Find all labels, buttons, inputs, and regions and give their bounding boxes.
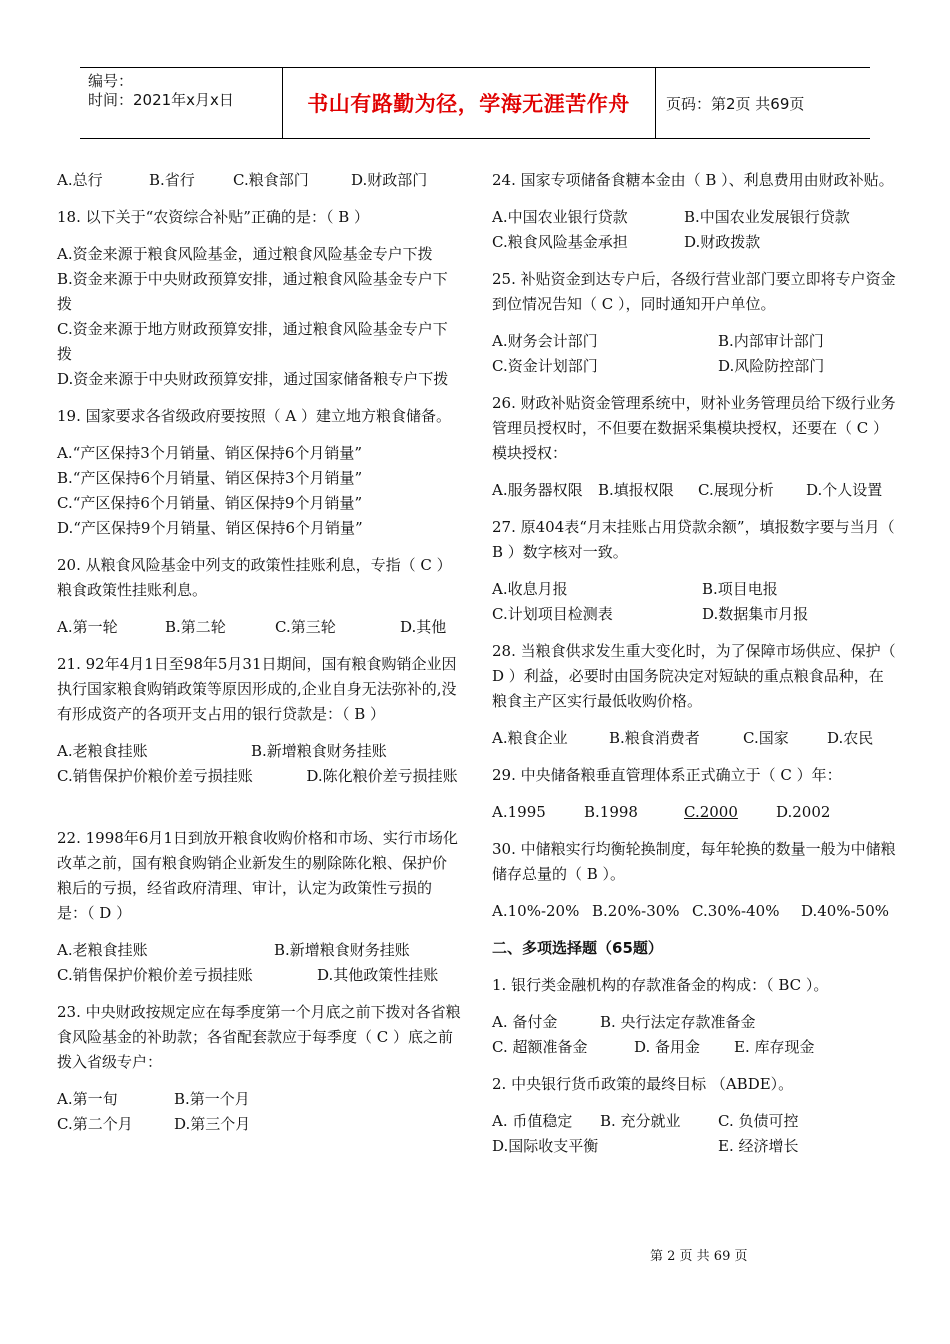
header-meta-cell (80, 68, 283, 138)
option: D.第三个月 (174, 1115, 251, 1133)
question-18: 18. 以下关于“农资综合补贴”正确的是：（ B ） (57, 208, 370, 226)
option: C.30%-40% (692, 902, 780, 920)
option: D.风险防控部门 (718, 357, 825, 375)
q19-options (57, 441, 461, 541)
question-26: 26. 财政补贴资金管理系统中，财补业务管理员给下级行业务管理员授权时，不但要在数据采集模块授权，还要在（ C ）模块授权： (492, 394, 896, 462)
q27-options (492, 577, 898, 627)
option: C.销售保护价粮价差亏损挂账 (57, 767, 253, 785)
option: B.第二轮 (165, 618, 226, 636)
option: B.资金来源于中央财政预算安排，通过粮食风险基金专户下拨 (57, 270, 448, 313)
option: D.其他政策性挂账 (317, 966, 439, 984)
option: A.老粮食挂账 (57, 742, 148, 760)
option: C.第三轮 (275, 618, 336, 636)
option: B.省行 (149, 171, 195, 189)
option: C.粮食风险基金承担 (492, 233, 628, 251)
option: A.粮食企业 (492, 729, 568, 747)
option: A. 备付金 (492, 1013, 558, 1031)
option: A.第一旬 (57, 1090, 118, 1108)
option: D.“产区保持9个月销量、销区保持6个月销量” (57, 519, 363, 537)
q22-options (57, 938, 461, 988)
option: D.2002 (776, 803, 831, 821)
option: B.项目电报 (702, 580, 778, 598)
document-number-label: 编号： (88, 72, 134, 90)
option: A.“产区保持3个月销量、销区保持6个月销量” (57, 444, 363, 462)
question-21: 21. 92年4月1日至98年5月31日期间，国有粮食购销企业因执行国家粮食购销政策等原因形成的,企业自身无法弥补的,没有形成资产的各项开支占用的银行贷款是：（ B ） (57, 655, 457, 723)
option: B.新增粮食财务挂账 (274, 941, 410, 959)
option: A.中国农业银行贷款 (492, 208, 628, 226)
q30-options (492, 899, 898, 924)
option-selected: C.2000 (684, 803, 738, 821)
option: E. 经济增长 (718, 1137, 799, 1155)
option: A. 币值稳定 (492, 1112, 573, 1130)
option: A.第一轮 (57, 618, 118, 636)
q21-options (57, 739, 461, 814)
q25-options (492, 329, 898, 379)
question-28: 28. 当粮食供求发生重大变化时，为了保障市场供应、保护（ D ）利益，必要时由国务院决定对短缺的重点粮食品种，在粮食主产区实行最低收购价格。 (492, 642, 896, 710)
option: C. 超额准备金 (492, 1038, 588, 1056)
option: B.粮食消费者 (609, 729, 700, 747)
option: D. 备用金 (634, 1038, 701, 1056)
option: A.总行 (57, 171, 103, 189)
q24-options (492, 205, 898, 255)
option: B.填报权限 (598, 481, 674, 499)
q28-options (492, 726, 898, 751)
header-motto-cell (282, 68, 656, 138)
option: C.资金来源于地方财政预算安排，通过粮食风险基金专户下拨 (57, 320, 448, 363)
page-header (80, 67, 870, 139)
section-heading: 二、多项选择题（65题） (492, 939, 663, 957)
q29-options (492, 800, 898, 825)
option: A.收息月报 (492, 580, 568, 598)
option: C.展现分析 (698, 481, 774, 499)
option: B. 充分就业 (600, 1112, 681, 1130)
q23-options (57, 1087, 461, 1137)
option: A.财务会计部门 (492, 332, 598, 350)
option: D.数据集市月报 (702, 605, 809, 623)
q26-options (492, 478, 898, 503)
q17-options (57, 168, 461, 193)
option: C.销售保护价粮价差亏损挂账 (57, 966, 253, 984)
header-page-cell (656, 68, 870, 138)
q18-options (57, 242, 461, 392)
question-20: 20. 从粮食风险基金中列支的政策性挂账利息，专指（ C ）粮食政策性挂账利息。 (57, 556, 452, 599)
option: B.中国农业发展银行贷款 (684, 208, 850, 226)
option: B.20%-30% (592, 902, 680, 920)
question-19: 19. 国家要求各省级政府要按照（ A ）建立地方粮食储备。 (57, 407, 451, 425)
option: C. 负债可控 (718, 1112, 799, 1130)
q20-options (57, 615, 461, 640)
question-29: 29. 中央储备粮垂直管理体系正式确立于（ C ）年： (492, 766, 842, 784)
question-27: 27. 原404表“月末挂账占用贷款余额”，填报数字要与当月（ B ）数字核对一致。 (492, 518, 895, 561)
option: C.国家 (743, 729, 789, 747)
option: B.内部审计部门 (718, 332, 824, 350)
option: D.财政拨款 (684, 233, 761, 251)
option: A.资金来源于粮食风险基金，通过粮食风险基金专户下拨 (57, 245, 433, 263)
option: B.新增粮食财务挂账 (251, 742, 387, 760)
option: A.服务器权限 (492, 481, 583, 499)
option: D.农民 (827, 729, 874, 747)
option: D.财政部门 (351, 171, 428, 189)
option: C.“产区保持6个月销量、销区保持9个月销量” (57, 494, 363, 512)
m2-options (492, 1109, 898, 1159)
option: D.个人设置 (806, 481, 883, 499)
page-footer: 第 2 页 共 69 页 (650, 1249, 748, 1264)
option: B.1998 (584, 803, 638, 821)
question-30: 30. 中储粮实行均衡轮换制度，每年轮换的数量一般为中储粮储存总量的（ B ）。 (492, 840, 896, 883)
document-date-label: 时间：2021年x月x日 (88, 91, 234, 109)
option: D.其他 (400, 618, 447, 636)
left-column (57, 168, 461, 1149)
question-25: 25. 补贴资金到达专户后，各级行营业部门要立即将专户资金到位情况告知（ C ），同时通知开户单位。 (492, 270, 896, 313)
option: C.第二个月 (57, 1115, 133, 1133)
right-column (492, 168, 898, 1171)
motto-text: 书山有路勤为径，学海无涯苦作舟 (307, 92, 630, 116)
multi-question-1: 1. 银行类金融机构的存款准备金的构成：（ BC ）。 (492, 976, 829, 994)
option: D.资金来源于中央财政预算安排，通过国家储备粮专户下拨 (57, 370, 449, 388)
question-22: 22. 1998年6月1日到放开粮食收购价格和市场、实行市场化改革之前，国有粮食购销企业新发生的剔除陈化粮、保护价粮后的亏损，经省政府清理、审计，认定为政策性亏损的是：（ D ） (57, 829, 458, 922)
option: A.1995 (492, 803, 546, 821)
option: D.国际收支平衡 (492, 1137, 599, 1155)
option: C.资金计划部门 (492, 357, 598, 375)
question-24: 24. 国家专项储备食糖本金由（ B ）、利息费用由财政补贴。 (492, 171, 894, 189)
multi-question-2: 2. 中央银行货币政策的最终目标 （ABDE）。 (492, 1075, 794, 1093)
option: A.10%-20% (492, 902, 580, 920)
question-23: 23. 中央财政按规定应在每季度第一个月底之前下拨对各省粮食风险基金的补助款；各省配套款应于每季度（ C ）底之前拨入省级专户： (57, 1003, 461, 1071)
option: A.老粮食挂账 (57, 941, 148, 959)
option: C.计划项目检测表 (492, 605, 613, 623)
option: D.40%-50% (801, 902, 890, 920)
option: B. 央行法定存款准备金 (600, 1013, 756, 1031)
option: E. 库存现金 (734, 1038, 815, 1056)
m1-options (492, 1010, 898, 1060)
option: D.陈化粮价差亏损挂账 (306, 767, 458, 785)
page-number-info: 页码：第2页 共69页 (666, 94, 805, 113)
option: B.“产区保持6个月销量、销区保持3个月销量” (57, 469, 363, 487)
option: C.粮食部门 (233, 171, 309, 189)
option: B.第一个月 (174, 1090, 250, 1108)
